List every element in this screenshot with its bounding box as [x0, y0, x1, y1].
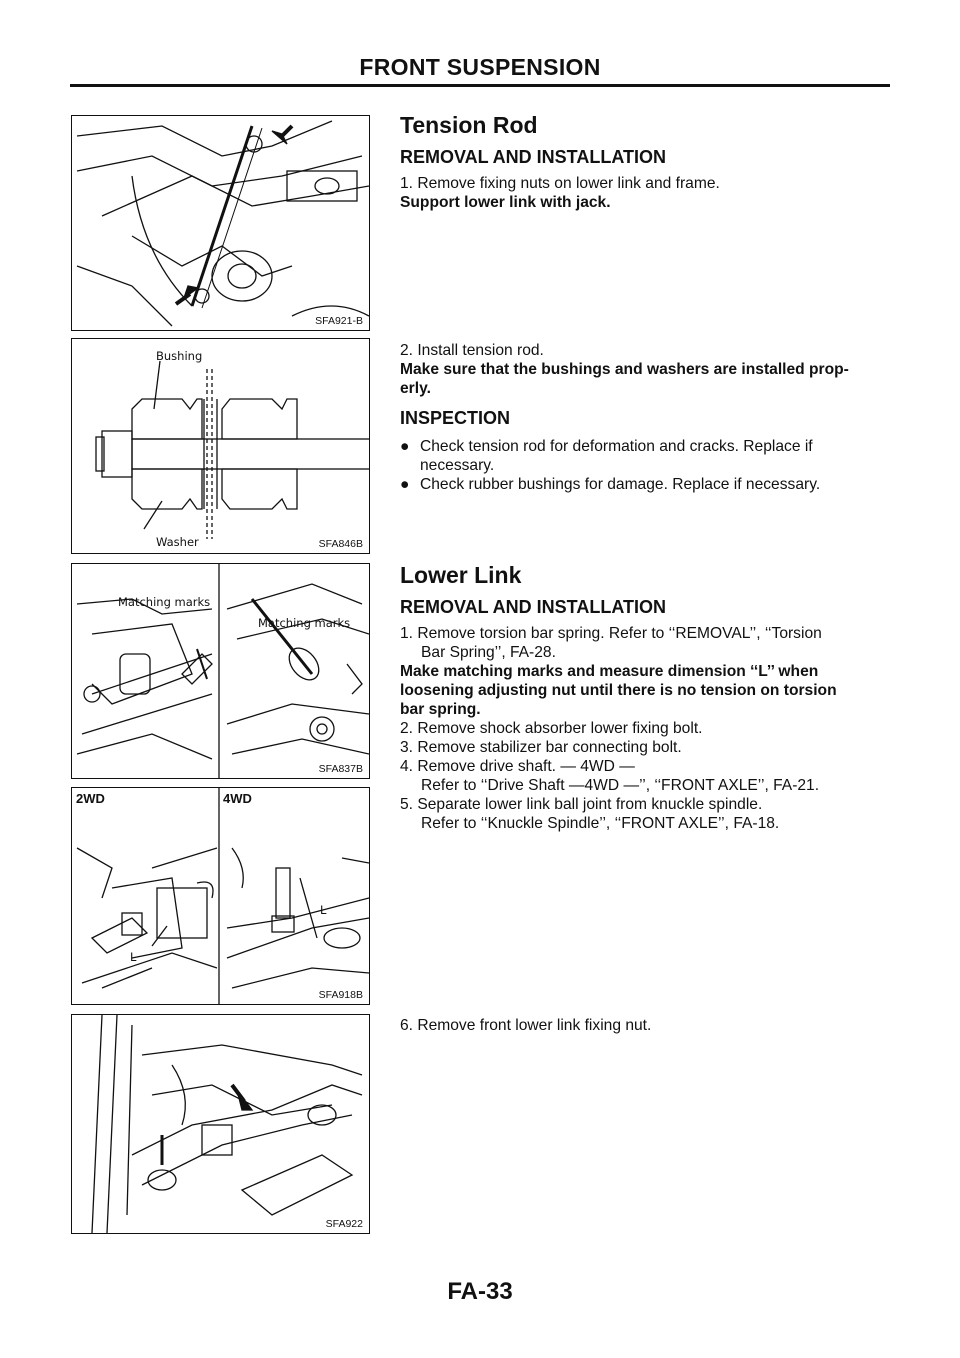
- section-title-lower-link: Lower Link: [400, 562, 522, 588]
- lower-link-nut-drawing: [72, 1015, 369, 1233]
- bullet-icon: ●: [400, 438, 410, 455]
- lower-link-step-6-block: [400, 1016, 890, 1035]
- lower-link-step-6: 6. Remove front lower link fixing nut.: [400, 1017, 652, 1034]
- lower-link-step-5: 5. Separate lower link ball joint from knuckle spindle.: [400, 796, 763, 813]
- bullet-icon: ●: [400, 476, 410, 493]
- lower-link-note-a: Make matching marks and measure dimension ‘‘L’’ when: [400, 663, 819, 680]
- lower-link-step-4-ref: Refer to ‘‘Drive Shaft —4WD —’’, ‘‘FRONT AXLE’’, FA-21.: [421, 777, 820, 794]
- washer-label: Washer: [156, 535, 199, 549]
- tension-rod-steps-1: [400, 174, 890, 212]
- lower-link-step-5-ref: Refer to ‘‘Knuckle Spindle’’, ‘‘FRONT AXLE’’, FA-18.: [421, 815, 780, 832]
- figure-dimension-l: [71, 787, 370, 1005]
- lower-link-removal-heading: REMOVAL AND INSTALLATION: [400, 597, 666, 617]
- figure-code: SFA921-B: [315, 315, 363, 327]
- inspection-heading: INSPECTION: [400, 408, 511, 428]
- dimension-l-label-2wd: L: [130, 950, 137, 964]
- inspection-bullet: [400, 437, 890, 475]
- dimension-l-drawing: [72, 788, 369, 1004]
- section-title-tension-rod: Tension Rod: [400, 112, 538, 138]
- lower-link-step-2: 2. Remove shock absorber lower fixing bolt.: [400, 720, 703, 737]
- figure-code: SFA846B: [318, 538, 363, 550]
- inspection-bullet-2: Check rubber bushings for damage. Replace if necessary.: [420, 476, 821, 493]
- inspection-bullet-1-b: necessary.: [420, 457, 495, 474]
- figure-tension-rod-location: [71, 115, 370, 331]
- bushing-washer-drawing: [72, 339, 369, 553]
- page-number: FA-33: [447, 1278, 513, 1305]
- figure-code: SFA837B: [318, 763, 363, 775]
- tension-rod-steps-2: [400, 341, 890, 398]
- lower-link-steps: [400, 624, 890, 833]
- lower-link-step-1-b: Bar Spring’’, FA-28.: [421, 644, 556, 661]
- lower-link-step-1-a: 1. Remove torsion bar spring. Refer to ‘‘REMOVAL’’, ‘‘Torsion: [400, 625, 822, 642]
- tension-rod-step-1: 1. Remove fixing nuts on lower link and frame.: [400, 175, 720, 192]
- matching-marks-drawing: [72, 564, 369, 778]
- page-header-title: FRONT SUSPENSION: [359, 54, 601, 80]
- inspection-bullets: [400, 437, 890, 494]
- tension-rod-step-2: 2. Install tension rod.: [400, 342, 544, 359]
- bushing-label: Bushing: [156, 349, 203, 363]
- inspection-bullet: [400, 475, 890, 494]
- header-rule: [70, 84, 890, 87]
- matching-marks-label-right: Matching marks: [258, 616, 351, 630]
- tension-rod-location-drawing: [72, 116, 369, 330]
- inspection-bullet-1-a: Check tension rod for deformation and cracks. Replace if: [420, 438, 813, 455]
- lower-link-step-4: 4. Remove drive shaft. — 4WD —: [400, 758, 635, 775]
- lower-link-step-3: 3. Remove stabilizer bar connecting bolt.: [400, 739, 682, 756]
- lower-link-note-b: loosening adjusting nut until there is no tension on torsion: [400, 682, 837, 699]
- tension-rod-step-2-note-b: erly.: [400, 380, 431, 397]
- figure-code: SFA922: [325, 1218, 363, 1230]
- tension-rod-removal-heading: REMOVAL AND INSTALLATION: [400, 147, 666, 167]
- label-2wd: 2WD: [76, 791, 105, 806]
- tension-rod-step-1-note: Support lower link with jack.: [400, 194, 611, 211]
- dimension-l-label-4wd: L: [320, 903, 327, 917]
- figure-bushings-washers: [71, 338, 370, 554]
- figure-code: SFA918B: [318, 989, 363, 1001]
- figure-lower-link-nut: [71, 1014, 370, 1234]
- label-4wd: 4WD: [223, 791, 252, 806]
- tension-rod-step-2-note-a: Make sure that the bushings and washers are installed prop-: [400, 361, 849, 378]
- matching-marks-label-left: Matching marks: [118, 595, 211, 609]
- lower-link-note-c: bar spring.: [400, 701, 481, 718]
- figure-matching-marks: [71, 563, 370, 779]
